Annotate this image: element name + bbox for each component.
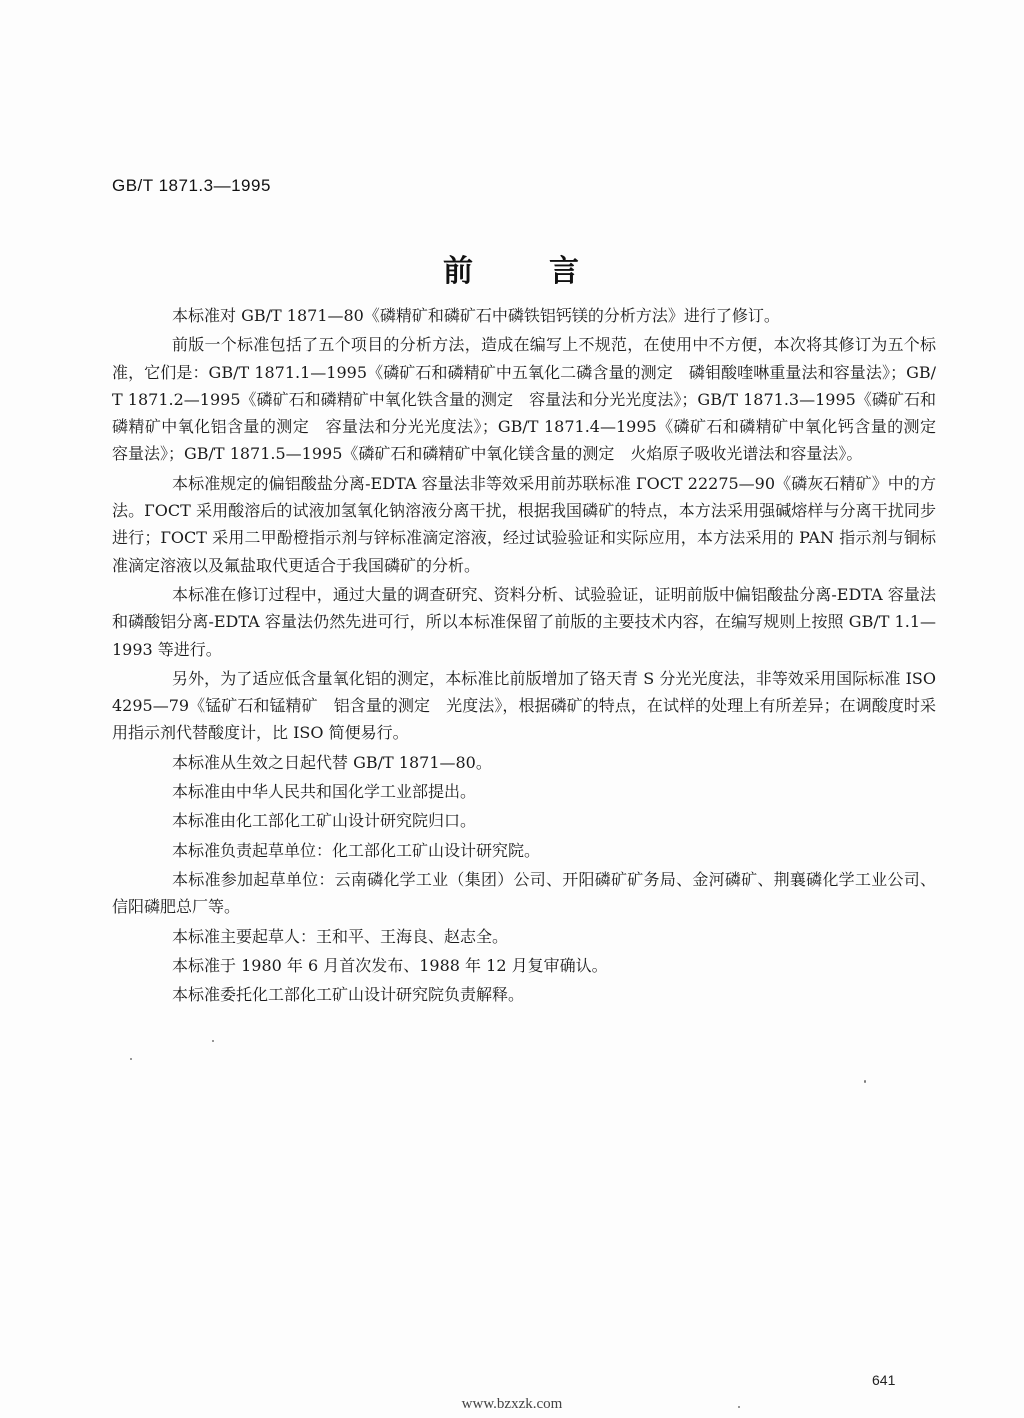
paragraph: 本标准由化工部化工矿山设计研究院归口。 [172,811,477,831]
paragraph: 本标准参加起草单位：云南磷化学工业（集团）公司、开阳磷矿矿务局、金河磷矿、荆襄磷化学工业公司、信阳磷肥总厂等。 [112,869,936,917]
paragraph: 另外，为了适应低含量氧化铝的测定，本标准比前版增加了铬天青 S 分光光度法，非等效采用国际标准 ISO 4295—79《锰矿石和锰精矿 铝含量的测定 光度法》，根据磷矿的特点，在试样的处理上有所差异；在调酸度时采用指示剂代替酸度计，比 ISO 简便易行。 [112,668,936,743]
title-char-2: 言 [549,254,581,289]
paragraph: 本标准委托化工部化工矿山设计研究院负责解释。 [172,985,525,1005]
scan-speck [864,1080,866,1083]
standard-code: GB/T 1871.3—1995 [112,176,271,195]
scan-speck [130,1058,132,1060]
foreword-body [112,302,953,1010]
title-char-1: 前 [443,254,475,289]
scan-speck [212,1040,214,1042]
site-watermark: www.bzxzk.com [461,1396,563,1412]
paragraph: 本标准由中华人民共和国化学工业部提出。 [172,782,477,802]
paragraph: 本标准规定的偏铝酸盐分离-EDTA 容量法非等效采用前苏联标准 ГОСТ 22275—90《磷灰石精矿》中的方法。ГОСТ 采用酸溶后的试液加氢氧化钠溶液分离干扰，根据我国磷矿的特点，本方法采用强碱熔样与分离干扰同步进行；ГОСТ 采用二甲酚橙指示剂与锌标准滴定溶液，经过试验验证和实际应用，本方法采用的 PAN 指示剂与铜标准滴定溶液以及氟盐取代更适合于我国磷矿的分析。 [112,473,936,575]
paragraph: 本标准从生效之日起代替 GB/T 1871—80。 [172,752,492,772]
paragraph: 本标准负责起草单位：化工部化工矿山设计研究院。 [172,840,541,860]
page-title [0,246,1024,290]
paragraph: 本标准在修订过程中，通过大量的调查研究、资料分析、试验验证，证明前版中偏铝酸盐分离-EDTA 容量法和磷酸铝分离-EDTA 容量法仍然先进可行，所以本标准保留了前版的主要技术内容，在编写规则上按照 GB/T 1.1—1993 等进行。 [112,584,936,659]
paragraph: 本标准对 GB/T 1871—80《磷精矿和磷矿石中磷铁铝钙镁的分析方法》进行了修订。 [172,306,780,325]
paragraph: 前版一个标准包括了五个项目的分析方法，造成在编写上不规范，在使用中不方便，本次将其修订为五个标准，它们是：GB/T 1871.1—1995《磷矿石和磷精矿中五氧化二磷含量的测定 磷钼酸喹啉重量法和容量法》；GB/T 1871.2—1995《磷矿石和磷精矿中氧化铁含量的测定 容量法和分光光度法》；GB/T 1871.3—1995《磷矿石和磷精矿中氧化铝含量的测定 容量法和分光光度法》；GB/T 1871.4—1995《磷矿石和磷精矿中氧化钙含量的测定 容量法》；GB/T 1871.5—1995《磷矿石和磷精矿中氧化镁含量的测定 火焰原子吸收光谱法和容量法》。 [112,335,953,464]
paragraph: 本标准于 1980 年 6 月首次发布、1988 年 12 月复审确认。 [172,955,608,975]
paragraph: 本标准主要起草人：王和平、王海良、赵志全。 [172,926,509,946]
page-number: 641 [872,1372,896,1388]
